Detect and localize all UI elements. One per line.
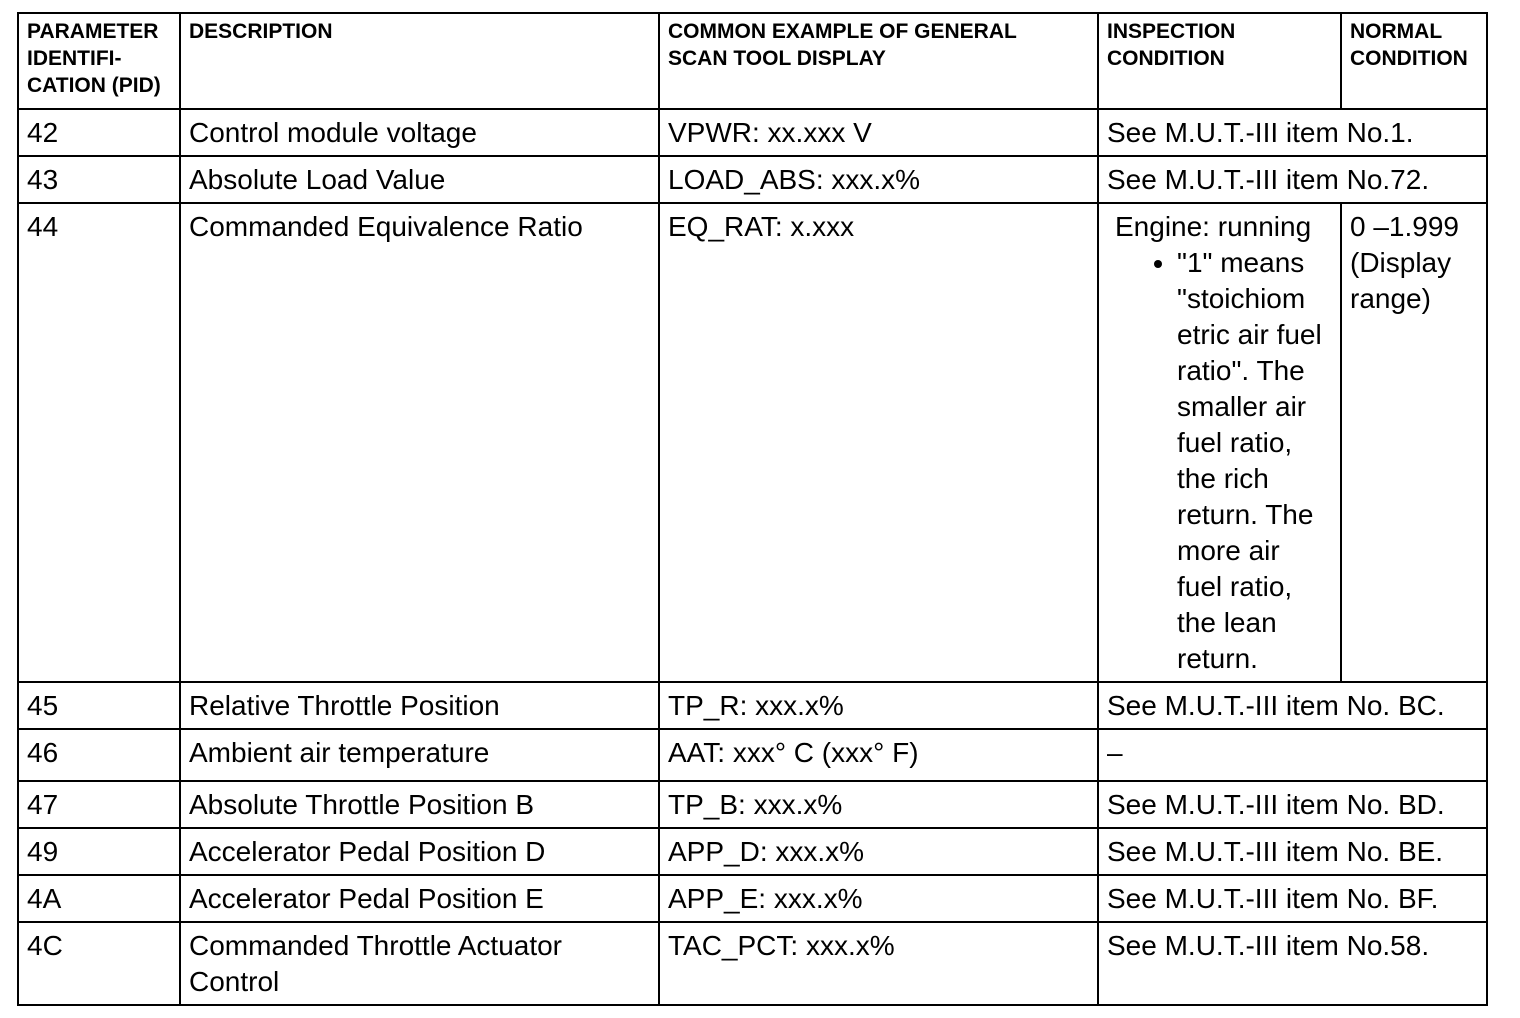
description-cell: Commanded Throttle Actuator Control <box>180 922 659 1005</box>
table-row <box>18 875 1487 922</box>
inspection-cell: See M.U.T.-III item No. BC. <box>1098 682 1487 729</box>
header-description: DESCRIPTION <box>180 13 659 109</box>
pid-cell: 4A <box>18 875 180 922</box>
header-normal: NORMAL CONDITION <box>1341 13 1487 109</box>
inspection-cell: See M.U.T.-III item No.72. <box>1098 156 1487 203</box>
inspection-cell: See M.U.T.-III item No.58. <box>1098 922 1487 1005</box>
display-cell: TP_B: xxx.x% <box>659 781 1098 828</box>
pid-cell: 46 <box>18 729 180 781</box>
display-cell: APP_E: xxx.x% <box>659 875 1098 922</box>
display-cell: TP_R: xxx.x% <box>659 682 1098 729</box>
inspection-cell: – <box>1098 729 1487 781</box>
table-row <box>18 682 1487 729</box>
header-row <box>18 13 1487 109</box>
table-row <box>18 203 1487 682</box>
display-cell: VPWR: xx.xxx V <box>659 109 1098 156</box>
description-cell: Relative Throttle Position <box>180 682 659 729</box>
inspection-cell: See M.U.T.-III item No. BF. <box>1098 875 1487 922</box>
description-cell: Absolute Throttle Position B <box>180 781 659 828</box>
table-row <box>18 156 1487 203</box>
pid-cell: 44 <box>18 203 180 682</box>
pid-cell: 43 <box>18 156 180 203</box>
inspection-cell: See M.U.T.-III item No.1. <box>1098 109 1487 156</box>
description-cell: Ambient air temperature <box>180 729 659 781</box>
pid-cell: 47 <box>18 781 180 828</box>
table-row <box>18 922 1487 1005</box>
description-cell: Accelerator Pedal Position D <box>180 828 659 875</box>
display-cell: AAT: xxx° C (xxx° F) <box>659 729 1098 781</box>
inspection-cell: See M.U.T.-III item No. BD. <box>1098 781 1487 828</box>
display-cell: EQ_RAT: x.xxx <box>659 203 1098 682</box>
display-cell: LOAD_ABS: xxx.x% <box>659 156 1098 203</box>
header-display: COMMON EXAMPLE OF GENERAL SCAN TOOL DISPLAY <box>659 13 1098 109</box>
inspection-title: Engine: running <box>1115 211 1312 242</box>
inspection-cell <box>1098 203 1341 682</box>
description-cell: Control module voltage <box>180 109 659 156</box>
pid-table <box>17 12 1488 1006</box>
table-row <box>18 781 1487 828</box>
display-cell: TAC_PCT: xxx.x% <box>659 922 1098 1005</box>
pid-cell: 49 <box>18 828 180 875</box>
normal-cell: 0 –1.999 (Display range) <box>1341 203 1487 682</box>
pid-cell: 45 <box>18 682 180 729</box>
description-cell: Absolute Load Value <box>180 156 659 203</box>
table-row <box>18 828 1487 875</box>
inspection-cell: See M.U.T.-III item No. BE. <box>1098 828 1487 875</box>
header-pid: PARAMETER IDENTIFI- CATION (PID) <box>18 13 180 109</box>
description-cell: Accelerator Pedal Position E <box>180 875 659 922</box>
header-inspection: INSPECTION CONDITION <box>1098 13 1341 109</box>
inspection-notes <box>1115 245 1334 677</box>
table-row <box>18 109 1487 156</box>
pid-cell: 4C <box>18 922 180 1005</box>
description-cell: Commanded Equivalence Ratio <box>180 203 659 682</box>
display-cell: APP_D: xxx.x% <box>659 828 1098 875</box>
inspection-note: • "1" means "stoichiom etric air fuel ratio". The smaller air fuel ratio, the rich return. The more air fuel ratio, the lean return. <box>1177 245 1334 677</box>
table-row <box>18 729 1487 781</box>
pid-cell: 42 <box>18 109 180 156</box>
